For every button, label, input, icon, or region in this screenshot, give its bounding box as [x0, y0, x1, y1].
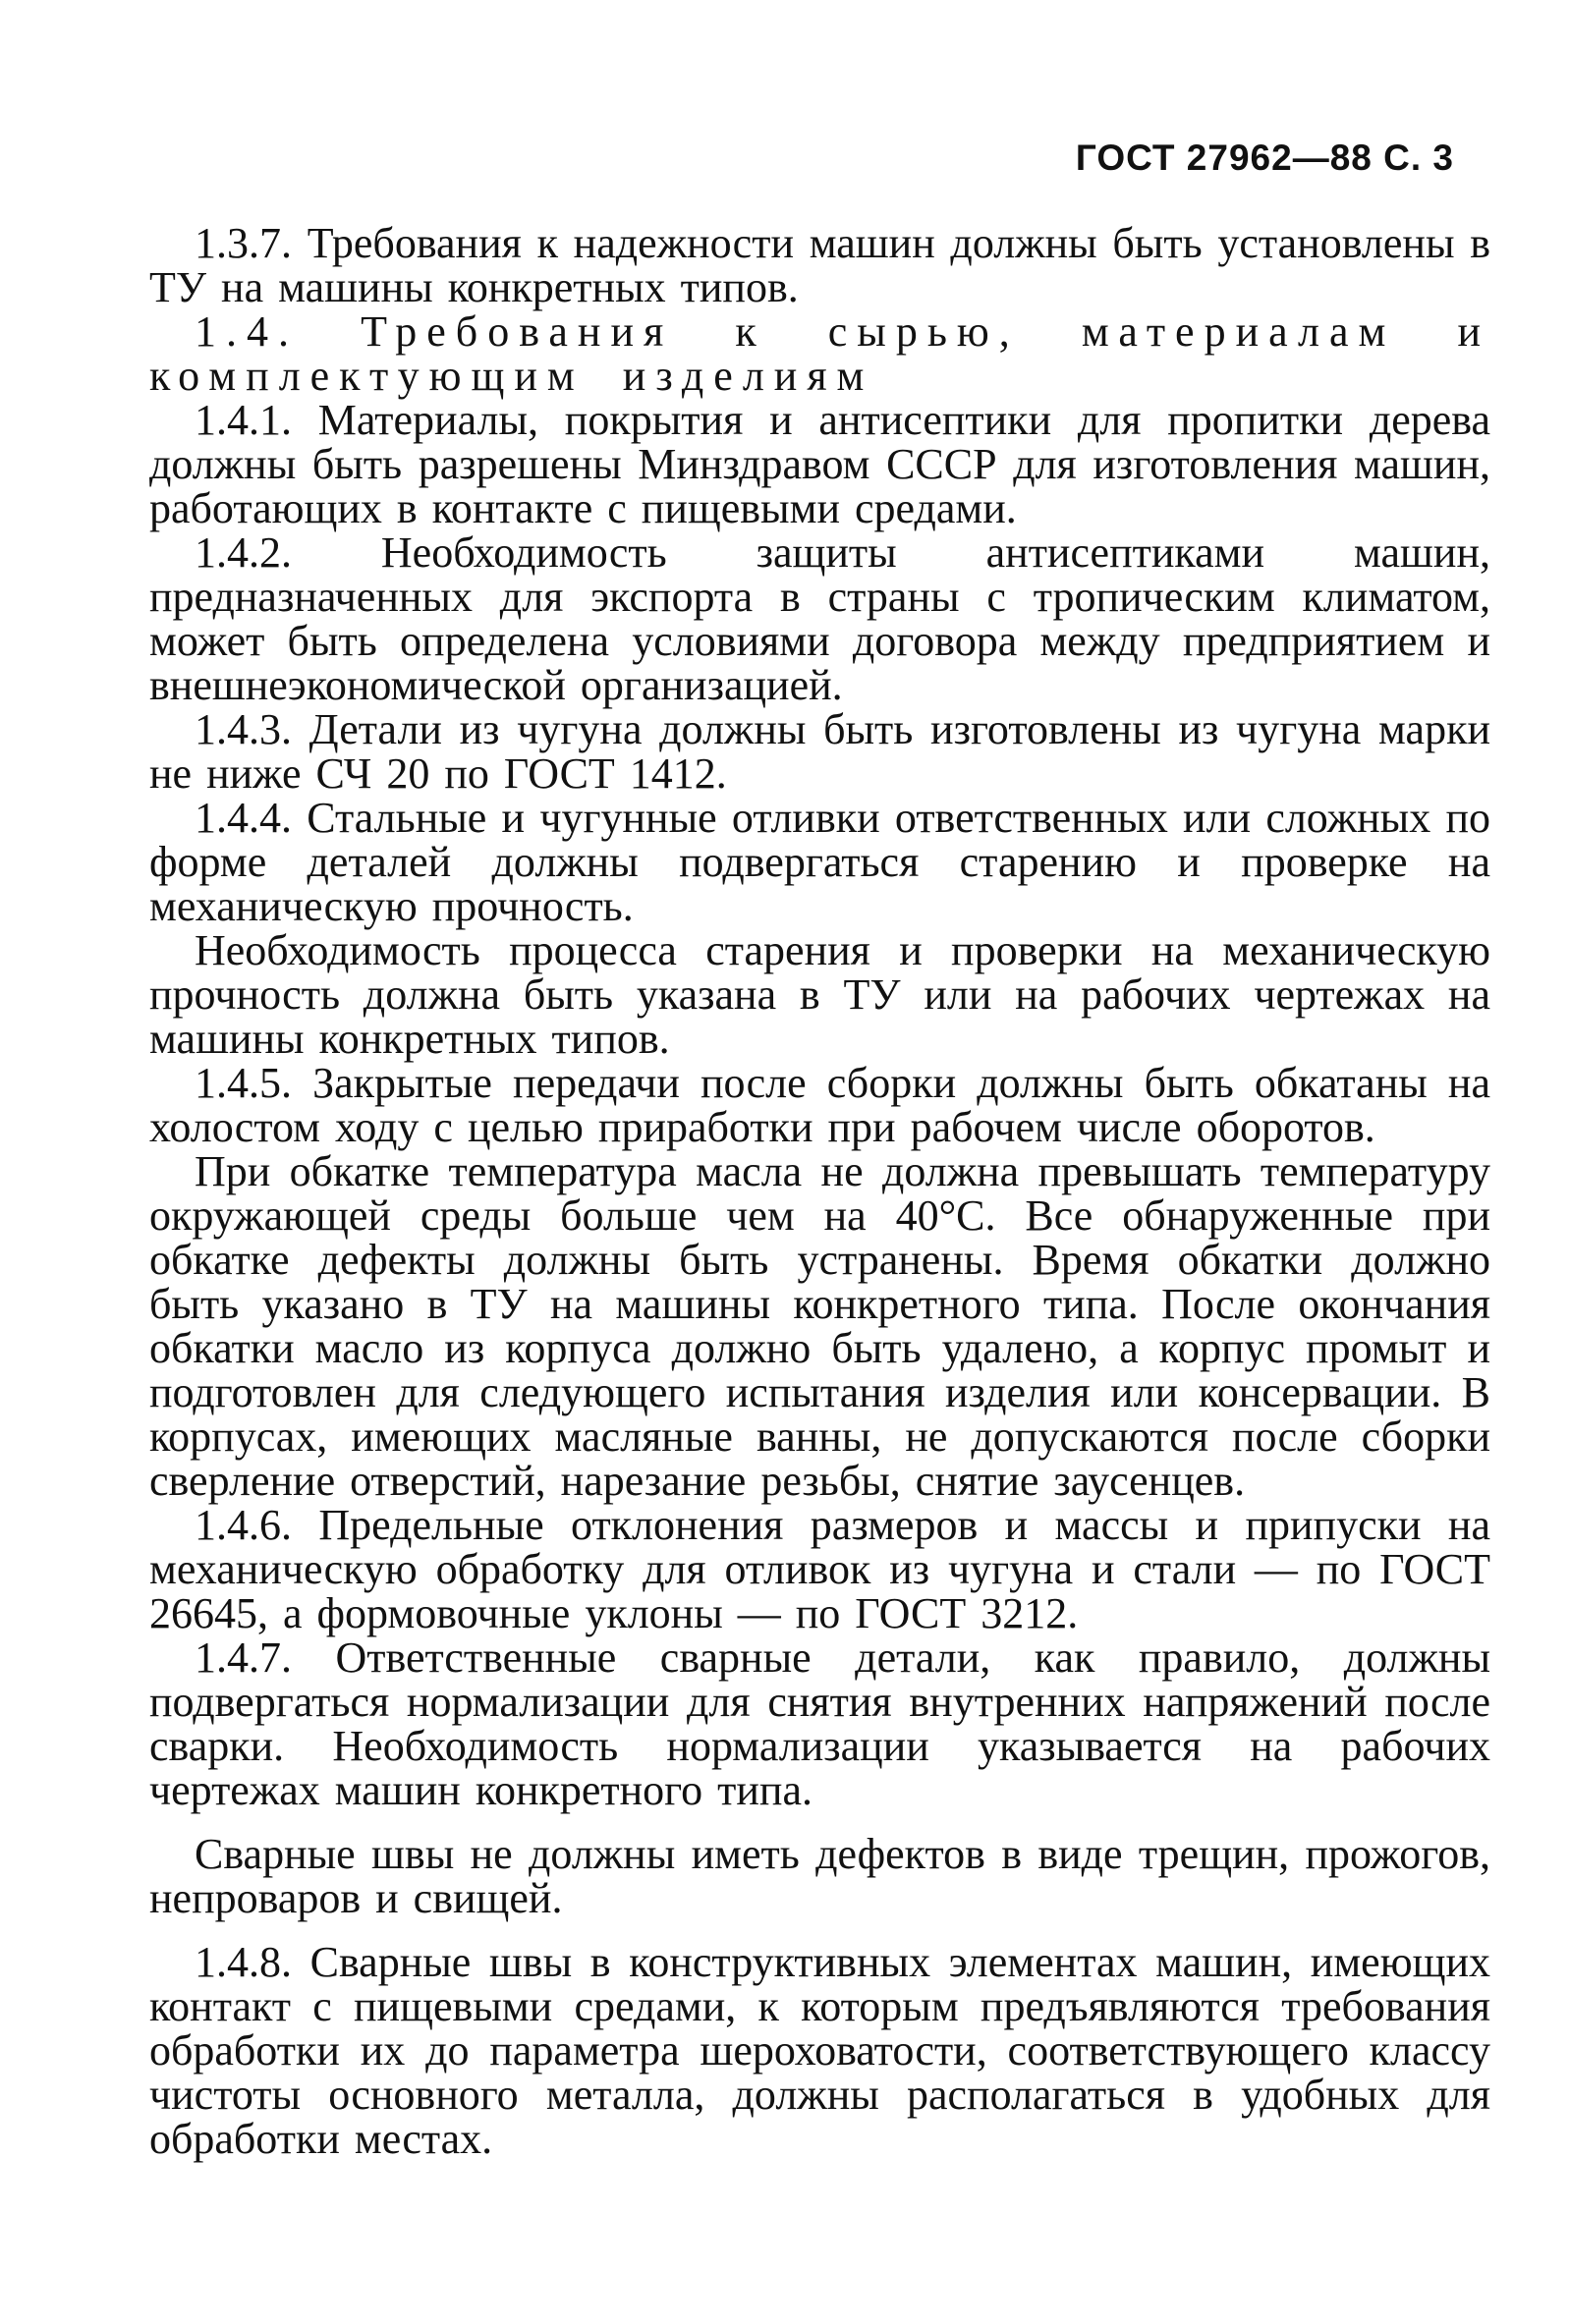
paragraph-1-4-5: 1.4.5. Закрытые передачи после сборки должны быть обкатаны на холостом ходу с целью приработки при рабочем числе оборотов. — [149, 1059, 1490, 1151]
paragraph-1-3-7: 1.3.7. Требования к надежности машин должны быть установлены в ТУ на машины конкретных типов. — [149, 219, 1490, 311]
paragraph-1-4-6: 1.4.6. Предельные отклонения размеров и массы и припуски на механическую обработку для отливок из чугуна и стали — по ГОСТ 26645, а формовочные уклоны — по ГОСТ 3212. — [149, 1501, 1490, 1637]
paragraph-1-4-3: 1.4.3. Детали из чугуна должны быть изготовлены из чугуна марки не ниже СЧ 20 по ГОСТ 1412. — [149, 705, 1490, 798]
paragraph-1-4-5-note: При обкатке температура масла не должна превышать температуру окружающей среды больше чем на 40°С. Все обнаруженные при обкатке дефекты должны быть устранены. Время обкатки должно быть указано в ТУ на машины конкретного типа. После окончания обкатки масло из корпуса должно быть удалено, а корпус промыт и подготовлен для следующего испытания изделия или консервации. В корпусах, имеющих масляные ванны, не допускаются после сборки сверление отверстий, нарезание резьбы, снятие заусенцев. — [149, 1147, 1490, 1505]
paragraph-1-4-8: 1.4.8. Сварные швы в конструктивных элементах машин, имеющих контакт с пищевыми средами, к которым предъявляются требования обработки их до параметра шероховатости, соответствующего классу чистоты основного металла, должны располагаться в удобных для обработки местах. — [149, 1938, 1490, 2163]
paragraph-1-4-4: 1.4.4. Стальные и чугунные отливки ответственных или сложных по форме деталей должны подвергаться старению и проверке на механическую прочность. — [149, 794, 1490, 930]
paragraph-1-4-1: 1.4.1. Материалы, покрытия и антисептики для пропитки дерева должны быть разрешены Минздравом СССР для изготовления машин, работающих в контакте с пищевыми средами. — [149, 396, 1490, 532]
paragraph-1-4-4-note: Необходимость процесса старения и проверки на механическую прочность должна быть указана в ТУ или на рабочих чертежах на машины конкретных типов. — [149, 926, 1490, 1063]
section-heading-1-4: 1.4. Требования к сырью, материалам и комплектующим изделиям — [149, 307, 1490, 400]
document-body — [149, 221, 1490, 2161]
page-header: ГОСТ 27962—88 С. 3 — [1075, 138, 1454, 178]
paragraph-1-4-7-note: Сварные швы не должны иметь дефектов в виде трещин, прожогов, непроваров и свищей. — [149, 1830, 1490, 1922]
paragraph-1-4-2: 1.4.2. Необходимость защиты антисептиками машин, предназначенных для экспорта в страны с тропическим климатом, может быть определена условиями договора между предприятием и внешнеэкономической организацией. — [149, 528, 1490, 709]
paragraph-1-4-7: 1.4.7. Ответственные сварные детали, как правило, должны подвергаться нормализации для снятия внутренних напряжений после сварки. Необходимость нормализации указывается на рабочих чертежах машин конкретного типа. — [149, 1633, 1490, 1814]
